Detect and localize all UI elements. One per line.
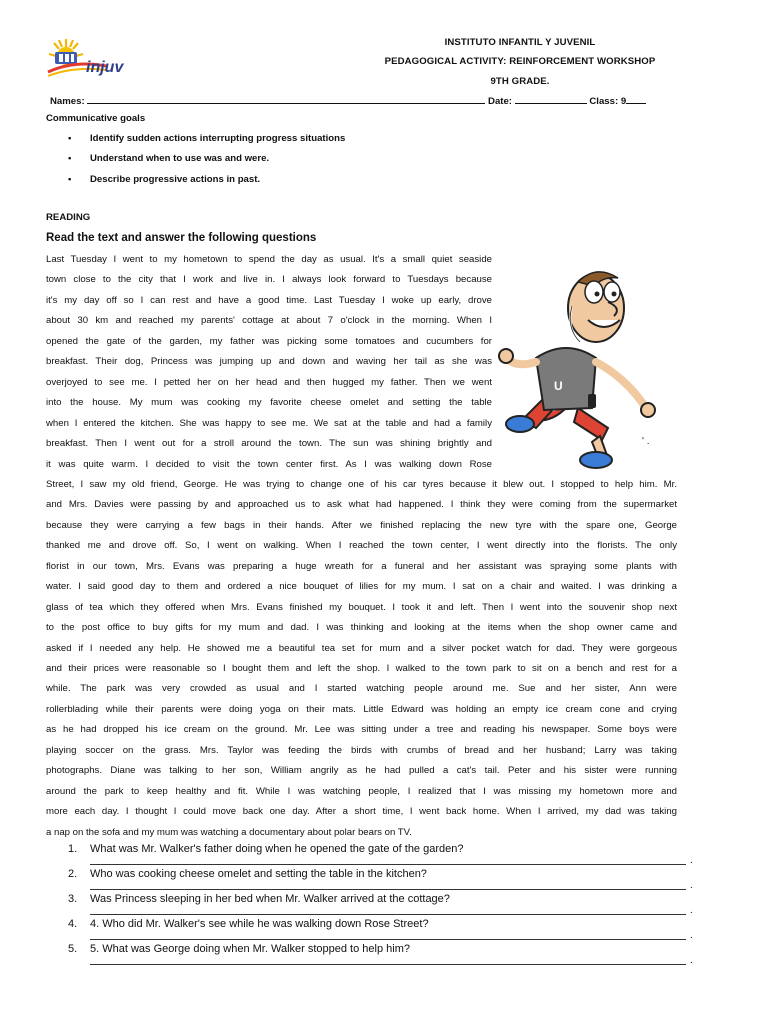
question-number: 1. <box>68 843 78 855</box>
goal-item: • Identify sudden actions interrupting progress situations <box>68 133 346 144</box>
question-item <box>68 893 450 905</box>
question-text: 5. What was George doing when Mr. Walker stopped to help him? <box>90 943 410 955</box>
date-label: Date: <box>488 96 513 107</box>
question-item <box>68 918 429 930</box>
question-item <box>68 943 410 955</box>
question-item <box>68 843 463 855</box>
reading-line: overjoyed to see me. I petted her on her head and then hugged my father. Then we went <box>46 376 492 388</box>
answer-line[interactable] <box>90 939 686 940</box>
question-text: What was Mr. Walker's father doing when he opened the gate of the garden? <box>90 843 464 855</box>
reading-line: Last Tuesday I went to my hometown to spend the day as usual. It's a small quiet seaside <box>46 254 492 265</box>
question-text: Was Princess sleeping in her bed when Mr. Walker arrived at the cottage? <box>90 893 450 905</box>
reading-line: more each day. I thought I could move back one day. After a short time, I went back home. When I arrived, my dad was taking <box>46 806 677 818</box>
reading-instruction: Read the text and answer the following questions <box>46 232 317 244</box>
answer-end-mark: . <box>690 955 693 966</box>
reading-line: thanked me and drove off. So, I went on walking. When I reached the town center, I went directly into the florists. The only <box>46 540 677 552</box>
svg-text:U: U <box>554 379 563 393</box>
class-label: Class: 9 <box>589 96 627 107</box>
answer-line[interactable] <box>90 864 686 865</box>
goals-title: Communicative goals <box>46 113 146 124</box>
reading-line: asked if I needed any help. He showed me a beautiful tea set for mum and a silver pocket watch for dad. They were gorgeous <box>46 642 677 654</box>
question-text: 4. Who did Mr. Walker's see while he was walking down Rose Street? <box>90 918 429 930</box>
reading-line: to the post office to buy gifts for my mum and dad. I was thinking and looking at the items when the shop owner came and <box>46 622 677 634</box>
reading-line: opened the gate of the garden, my father was picking some tomatoes and cucumbers for <box>46 335 492 347</box>
answer-line[interactable] <box>90 889 686 890</box>
answer-end-mark: . <box>690 905 693 916</box>
answer-line[interactable] <box>90 964 686 965</box>
reading-line: glass of tea which they offered when Mrs. Evans finished my bouquet. I took it and left. Then I went into the souvenir shop next <box>46 601 677 613</box>
question-number: 2. <box>68 868 78 880</box>
reading-line: florist in our town, Mrs. Evans was preparing a huge wreath for a funeral and her assistant was spraying some plants with <box>46 560 677 572</box>
answer-line[interactable] <box>90 914 686 915</box>
question-item <box>68 868 427 880</box>
answer-end-mark: . <box>690 930 693 941</box>
goal-item: • Describe progressive actions in past. <box>68 174 261 185</box>
reading-line: as he had dropped his ice cream on the ground. Mr. Lee was sitting under a tree and reading his newspaper. Some boys were <box>46 724 677 736</box>
running-man-illustration <box>496 258 668 470</box>
reading-line: breakfast. Then I went out for a stroll around the town. The sun was shining brightly and <box>46 438 492 450</box>
svg-text:' .: ' . <box>642 436 650 447</box>
reading-line: a nap on the sofa and my mum was watching a documentary about polar bears on TV. <box>46 826 412 838</box>
answer-end-mark: . <box>690 855 693 866</box>
reading-line: it's my day off so I can rest and have a good time. Last Tuesday I woke up early, drove <box>46 294 492 306</box>
reading-line: about 30 km and reached my parents' cottage at about 7 o'clock in the morning. When I <box>46 315 492 327</box>
reading-line: water. I said good day to them and ordered a nice bouquet of lilies for my mum. I sat on a chair and waited. I was drinking a <box>46 581 677 593</box>
class-field[interactable] <box>626 94 646 104</box>
reading-line: because they were carrying a few bags in their hands. After we finished replacing the new tyre with the spare one, George <box>46 519 677 531</box>
reading-line: and Mrs. Davies were passing by and approached us to ask what had happened. I think they were coming from the supermarket <box>46 499 677 511</box>
reading-line: when I entered the kitchen. She was happy to see me. We sat at the table and had a family <box>46 417 492 429</box>
reading-heading: READING <box>46 212 91 223</box>
reading-line: town close to the city that I work and live in. I always look forward to Tuesdays because <box>46 274 492 286</box>
reading-line: it was quite warm. I decided to visit the town center first. As I was walking down Rose <box>46 458 492 470</box>
reading-line: and their prices were reasonable so I bought them and left the shop. I walked to the town park to sit on a bench and rest for a <box>46 663 677 674</box>
question-number: 3. <box>68 893 78 905</box>
answer-end-mark: . <box>690 880 693 891</box>
reading-line: photographs. Diane was talking to her son, William angrily as he had pulled a cat's tail. Peter and his sister were running <box>46 765 677 777</box>
activity-title: PEDAGOGICAL ACTIVITY: REINFORCEMENT WORKSHOP <box>384 56 656 67</box>
names-field[interactable] <box>87 94 485 104</box>
reading-line: Street, I saw my old friend, George. He was trying to change one of his car tyres because it blew out. I stopped to help him. Mr. <box>46 478 677 490</box>
reading-line: breakfast. Their dog, Princess was jumping up and down and waving her tail as she was <box>46 356 492 368</box>
question-text: Who was cooking cheese omelet and setting the table in the kitchen? <box>90 868 427 880</box>
reading-line: playing soccer on the grass. Mrs. Taylor was feeding the birds with crumbs of bread and her husband; Larry was taking <box>46 744 677 756</box>
question-number: 4. <box>68 918 78 930</box>
names-row <box>50 94 690 107</box>
institution-logo <box>44 36 144 84</box>
reading-line: around the park to keep healthy and fit. While I was watching people, I realized that I was missing my hometown more and <box>46 785 677 797</box>
school-name: INSTITUTO INFANTIL Y JUVENIL <box>444 37 596 48</box>
names-label: Names: <box>50 96 85 107</box>
reading-line: while. The park was very crowded as usual and I started watching people around me. Sue and her sister, Ann were <box>46 683 677 695</box>
grade-label: 9TH GRADE. <box>490 76 550 87</box>
svg-text:injuv: injuv <box>86 59 124 76</box>
reading-line: rollerblading while their parents were doing yoga on their mats. Little Edward was holding an empty ice cream cone and crying <box>46 703 677 715</box>
question-number: 5. <box>68 943 78 955</box>
goal-item: • Understand when to use was and were. <box>68 153 270 164</box>
reading-line: into the house. My mum was cooking my favorite cheese omelet and setting the table <box>46 397 492 409</box>
date-field[interactable] <box>515 94 587 104</box>
sun-logo-icon <box>44 36 144 84</box>
